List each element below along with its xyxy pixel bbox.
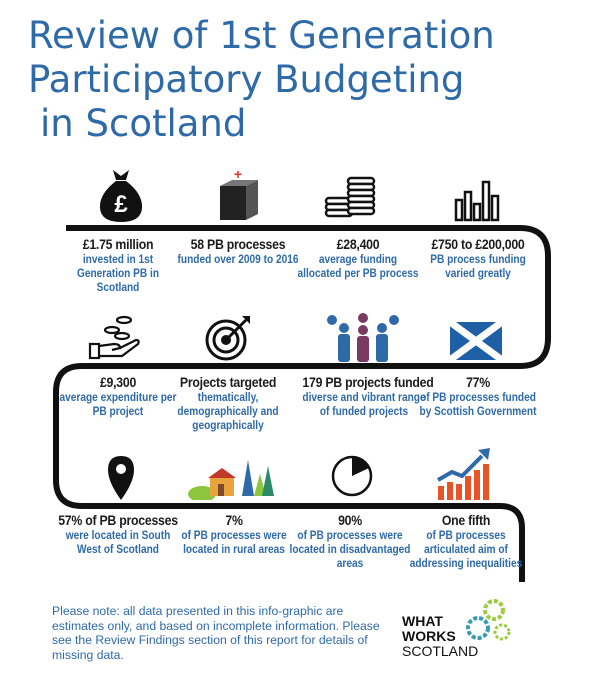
stat-heading: £750 to £200,000 bbox=[431, 236, 525, 252]
title-line-2: Participatory Budgeting bbox=[28, 58, 465, 101]
stat-heading: 90% bbox=[338, 512, 362, 528]
stat-item-inequalities bbox=[396, 512, 536, 571]
stat-heading: £28,400 bbox=[336, 236, 380, 252]
stat-item-projects-targeted bbox=[158, 374, 298, 433]
coin-stack-icon bbox=[322, 168, 378, 222]
stat-heading: 58 PB processes bbox=[190, 236, 286, 252]
stat-item-average-funding bbox=[288, 236, 428, 281]
stat-heading: One fifth bbox=[441, 512, 491, 528]
stat-description: average expenditure per PB project bbox=[59, 392, 177, 418]
ballot-mark: + bbox=[233, 170, 243, 182]
stat-description: thematically, demographically and geographically bbox=[177, 392, 279, 432]
pound-sign: £ bbox=[114, 191, 128, 218]
stat-description: average funding allocated per PB process bbox=[297, 254, 419, 280]
what-works-scotland-logo bbox=[398, 598, 518, 662]
stat-item-funding-range bbox=[408, 236, 548, 281]
hand-coins-icon bbox=[88, 314, 142, 362]
stat-heading: 7% bbox=[225, 512, 243, 528]
stat-description: of PB processes funded by Scottish Government bbox=[419, 392, 537, 418]
stat-heading: Projects targeted bbox=[179, 374, 277, 390]
disclaimer-note: Please note: all data presented in this info-graphic are estimates only, and based on incomplete information. Please see the Review Findings section of this report for details of missing data. bbox=[52, 604, 380, 662]
stat-heading: 77% bbox=[466, 374, 490, 390]
bar-graph-icon bbox=[454, 178, 504, 222]
stat-heading: £1.75 million bbox=[82, 236, 154, 252]
pie-chart-icon bbox=[330, 454, 374, 498]
logo-word-3: SCOTLAND bbox=[402, 643, 479, 659]
stat-heading: £9,300 bbox=[99, 374, 137, 390]
saltire-flag-icon bbox=[450, 322, 502, 360]
title-line-1: Review of 1st Generation bbox=[28, 14, 495, 57]
stat-item-funding-total bbox=[48, 236, 188, 295]
stat-heading: 57% of PB processes bbox=[58, 512, 178, 528]
stat-description: of PB processes were located in disadvantaged areas bbox=[289, 530, 411, 570]
stat-item-processes bbox=[168, 236, 308, 267]
people-money-icon bbox=[326, 312, 400, 364]
title-line-3: in Scotland bbox=[40, 102, 247, 145]
stat-description: funded over 2009 to 2016 bbox=[177, 254, 299, 266]
stat-description: were located in South West of Scotland bbox=[65, 530, 171, 556]
stat-description: of PB processes articulated aim of addressing inequalities bbox=[409, 530, 523, 570]
rural-scene-icon bbox=[188, 448, 274, 500]
rising-bars-icon bbox=[436, 446, 494, 502]
ballot-box-icon bbox=[216, 170, 262, 222]
logo-word-1: WHAT bbox=[402, 613, 443, 629]
stat-item-government-funded bbox=[408, 374, 548, 419]
money-bag-icon bbox=[96, 166, 146, 224]
stat-description: invested in 1st Generation PB in Scotland bbox=[76, 254, 160, 294]
stat-heading: 179 PB projects funded bbox=[302, 374, 434, 390]
logo-word-2: WORKS bbox=[402, 628, 456, 644]
target-icon bbox=[204, 314, 252, 362]
map-pin-icon bbox=[106, 454, 136, 502]
stat-description: PB process funding varied greatly bbox=[430, 254, 526, 280]
stat-description: diverse and vibrant range of funded projects bbox=[302, 392, 426, 418]
stat-description: of PB processes were located in rural areas bbox=[181, 530, 287, 556]
gears-icon bbox=[458, 598, 518, 648]
